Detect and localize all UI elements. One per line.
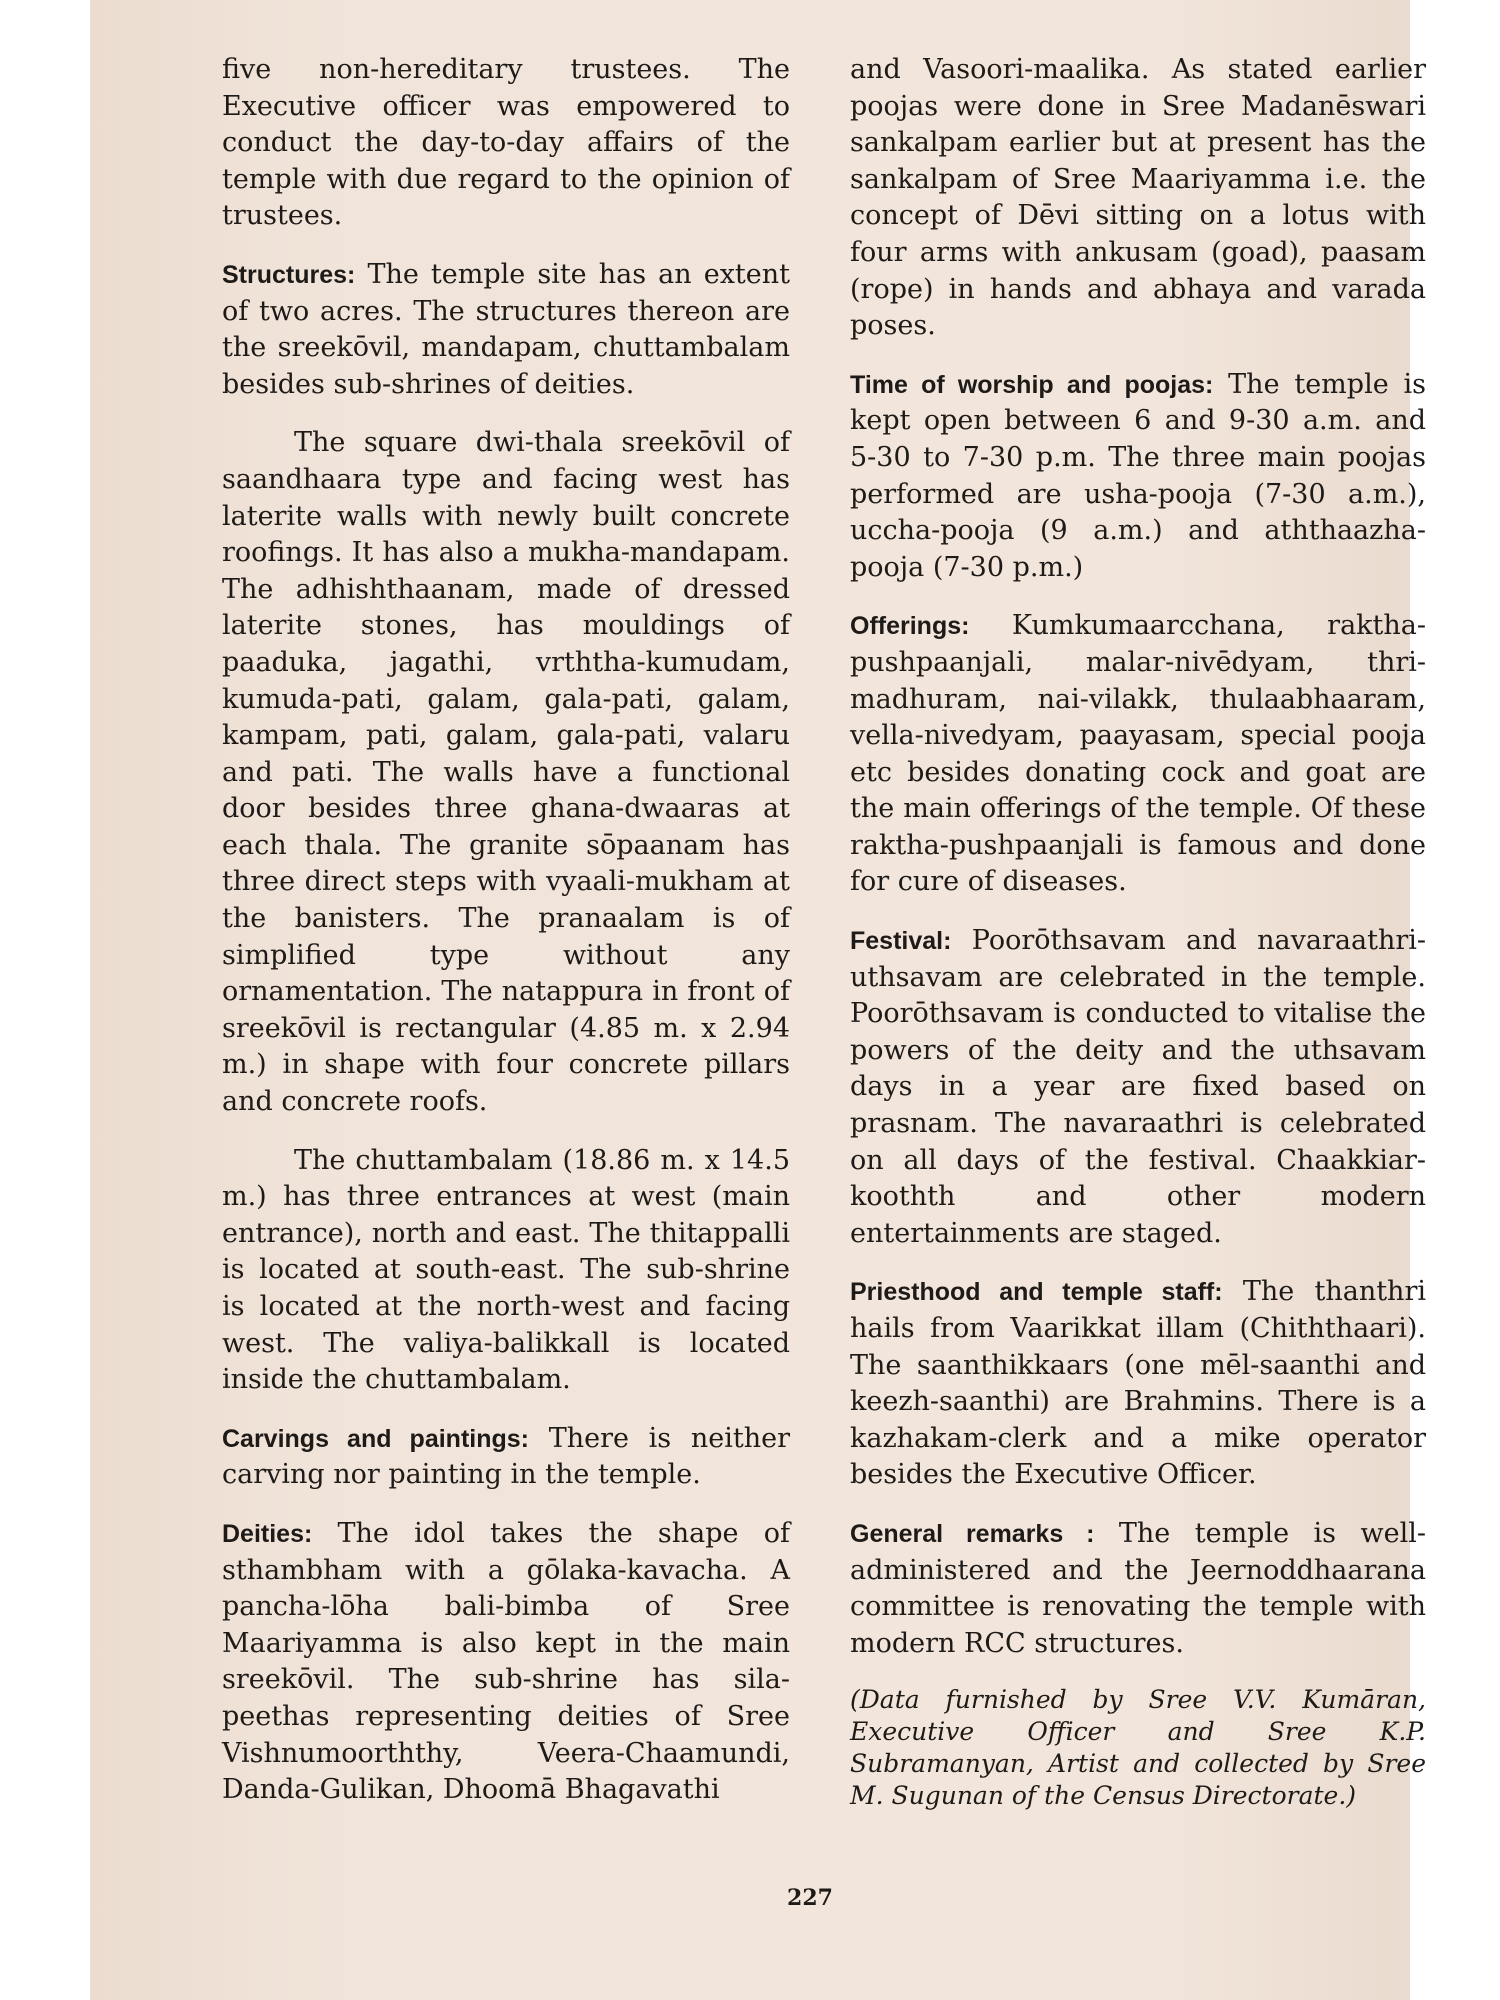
page-number: 227 [787, 1885, 833, 1911]
book-page [90, 0, 1426, 2000]
heading-carvings: Carvings and paintings: [222, 1424, 529, 1453]
heading-remarks: General remarks : [850, 1519, 1095, 1548]
text-offerings: Kumkumaarcchana, raktha-pushpaanjali, malar-nivēdyam, thri-madhuram, nai-vilakk, thulaabhaaram, vella-nivedyam, paayasam, special pooja etc besides donating cock and goat are the main offerings of the temple. Of these raktha-pushpaanjali is famous and done for cure of diseases. [850, 610, 1426, 898]
left-column [222, 52, 790, 1831]
section-structures [222, 257, 790, 403]
right-column [850, 52, 1426, 1834]
heading-deities: Deities: [222, 1519, 313, 1548]
section-offerings [850, 608, 1426, 901]
paragraph-sreekovil: The square dwi-thala sreekōvil of saandhaara type and facing west has laterite walls with newly built concrete roofings. It has also a mukha-mandapam. The adhishthaanam, made of dressed laterite stones, has mouldings of paaduka, jagathi, vrththa-kumudam, kumuda-pati, galam, gala-pati, galam, kampam, pati, galam, gala-pati, valaru and pati. The walls have a functional door besides three ghana-dwaaras at each thala. The granite sōpaanam has three direct steps with vyaali-mukham at the banisters. The pranaalam is of simplified type without any ornamentation. The natappura in front of sreekōvil is rectangular (4.85 m. x 2.94 m.) in shape with four concrete pillars and concrete roofs. [222, 427, 790, 1118]
heading-priesthood: Priesthood and temple staff: [850, 1278, 1223, 1307]
text-structures: The temple site has an extent of two acres. The structures thereon are the sreekōvil, mandapam, chuttambalam besides sub-shrines of deities. [222, 258, 790, 400]
paragraph-trustees: five non-hereditary trustees. The Executive officer was empowered to conduct the day-to-day affairs of the temple with due regard to the opinion of trustees. [222, 54, 790, 232]
paragraph-chuttambalam: The chuttambalam (18.86 m. x 14.5 m.) has three entrances at west (main entrance), north and east. The thitappalli is located at south-east. The sub-shrine is located at the north-west and facing west. The valiya-balikkall is located inside the chuttambalam. [222, 1144, 790, 1396]
text-festival: Poorōthsavam and navaraathri-uthsavam are celebrated in the temple. Poorōthsavam is conducted to vitalise the powers of the deity and the uthsavam days in a year are fixed based on prasnam. The navaraathri is celebrated on all days of the festival. Chaakkiar-koothth and other modern entertainments are staged. [850, 925, 1426, 1249]
heading-festival: Festival: [850, 927, 952, 956]
section-remarks [850, 1516, 1426, 1662]
text-deities: The idol takes the shape of sthambham with a gōlaka-kavacha. A pancha-lōha bali-bimba of Sree Maariyamma is also kept in the main sreekōvil. The sub-shrine has sila-peethas representing deities of Sree Vishnumoorththy, Veera-Chaamundi, Danda-Gulikan, Dhoomā Bhagavathi [222, 1517, 790, 1806]
section-priesthood [850, 1274, 1426, 1494]
section-worship [850, 367, 1426, 587]
paragraph-sankalpam: and Vasoori-maalika. As stated earlier poojas were done in Sree Madanēswari sankalpam earlier but at present has the sankalpam of Sree Maariyamma i.e. the concept of Dēvi sitting on a lotus with four arms with ankusam (goad), paasam (rope) in hands and abhaya and varada poses. [850, 54, 1426, 342]
data-source-note: (Data furnished by Sree V.V. Kumāran, Executive Officer and Sree K.P. Subramanyan, Artist and collected by Sree M. Sugunan of the Census Directorate.) [850, 1685, 1426, 1811]
text-remarks: The temple is well-administered and the Jeernoddhaarana committee is renovating the temple with modern RCC structures. [850, 1517, 1426, 1659]
section-deities [222, 1516, 790, 1809]
text-carvings: There is neither carving nor painting in the temple. [222, 1422, 790, 1491]
text-worship: The temple is kept open between 6 and 9-30 a.m. and 5-30 to 7-30 p.m. The three main poojas performed are usha-pooja (7-30 a.m.), uccha-pooja (9 a.m.) and aththaazha-pooja (7-30 p.m.) [850, 368, 1426, 583]
section-carvings [222, 1421, 790, 1494]
heading-structures: Structures: [222, 260, 356, 289]
heading-offerings: Offerings: [850, 612, 970, 641]
heading-worship: Time of worship and poojas: [850, 370, 1214, 399]
section-festival [850, 923, 1426, 1252]
text-priesthood: The thanthri hails from Vaarikkat illam (Chiththaari). The saanthikkaars (one mēl-saanthi and keezh-saanthi) are Brahmins. There is a kazhakam-clerk and a mike operator besides the Executive Officer. [850, 1276, 1426, 1491]
